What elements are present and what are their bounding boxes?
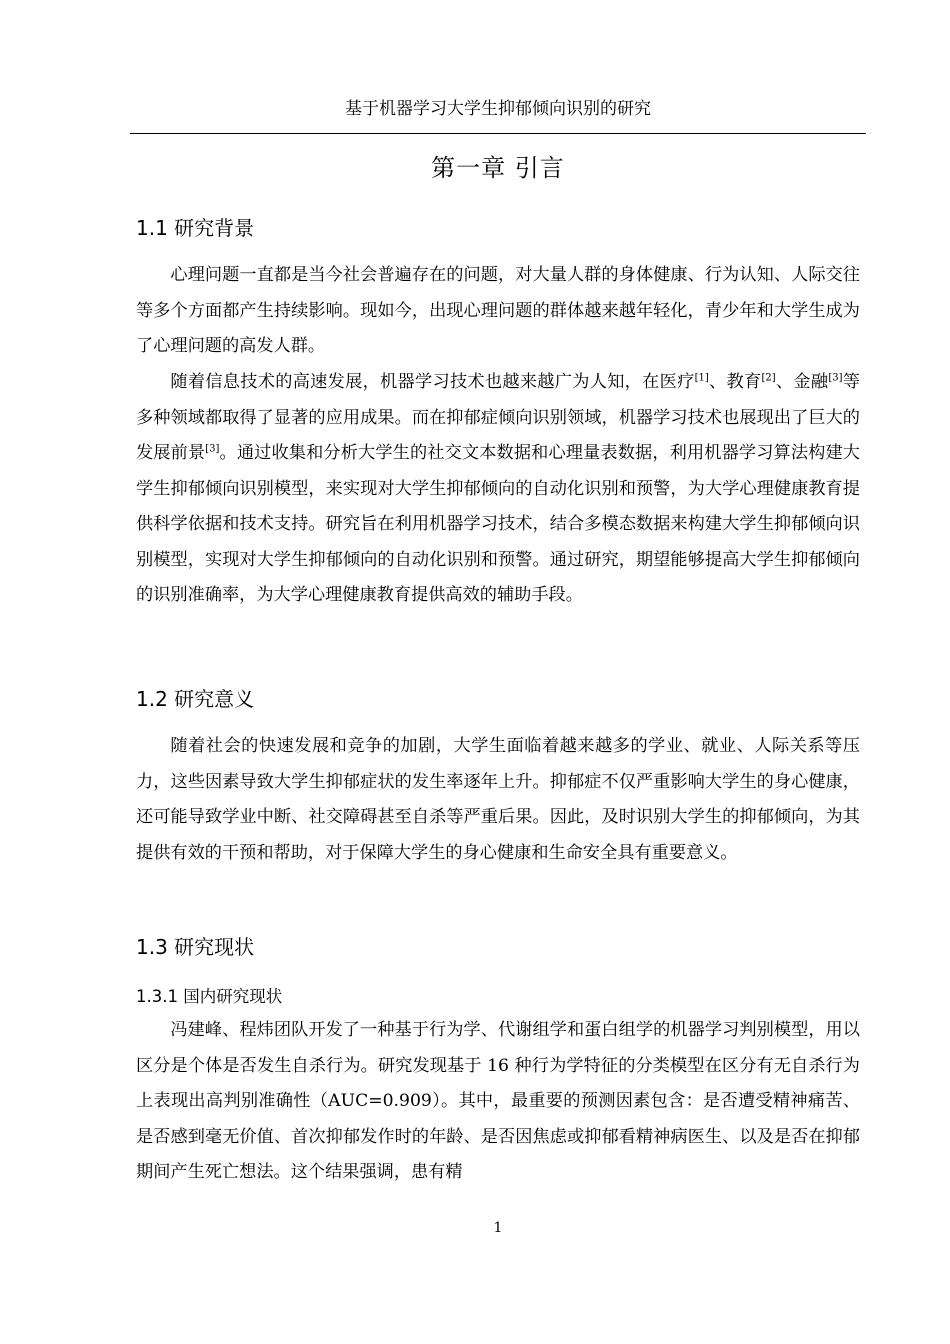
citation-ref: [2]: [761, 372, 776, 384]
citation-ref: [3]: [828, 372, 843, 384]
text-run: 、教育: [708, 372, 762, 392]
text-run: 、金融: [775, 372, 829, 392]
chapter-title: 第一章 引言: [431, 154, 565, 182]
page-number: 1: [493, 1220, 503, 1236]
paragraph-domestic: 冯建峰、程炜团队开发了一种基于行为学、代谢组学和蛋白组学的机器学习判别模型，用以区分是个体是否发生自杀行为。研究发现基于 16 种行为学特征的分类模型在区分有无自杀行为上表现出高判别准确性（AUC=0.909）。其中，最重要的预测因素包含：是否遭受精神痛苦、是否感到毫无价值、首次抑郁发作时的年龄、是否因焦虑或抑郁看精神病医生、以及是否在抑郁期间产生死亡想法。这个结果强调，患有精: [136, 1020, 860, 1182]
running-header: 基于机器学习大学生抑郁倾向识别的研究: [345, 99, 651, 119]
text-run: 。通过收集和分析大学生的社交文本数据和心理量表数据，利用机器学习算法构建大学生抑郁倾向识别模型，来实现对大学生抑郁倾向的自动化识别和预警，为大学心理健康教育提供科学依据和技术支持。研究旨在利用机器学习技术，结合多模态数据来构建大学生抑郁倾向识别模型，实现对大学生抑郁倾向的自动化识别和预警。通过研究，期望能够提高大学生抑郁倾向的识别准确率，为大学心理健康教育提供高效的辅助手段。: [136, 443, 860, 605]
subsection-heading-domestic: 1.3.1 国内研究现状: [136, 987, 283, 1006]
paragraph-significance: 随着社会的快速发展和竞争的加剧，大学生面临着越来越多的学业、就业、人际关系等压力，这些因素导致大学生抑郁症状的发生率逐年上升。抑郁症不仅严重影响大学生的身心健康，还可能导致学业中断、社交障碍甚至自杀等严重后果。因此，及时识别大学生的抑郁倾向，为其提供有效的干预和帮助，对于保障大学生的身心健康和生命安全具有重要意义。: [136, 736, 860, 863]
section-heading-status: 1.3 研究现状: [136, 935, 255, 959]
citation-ref: [3]: [205, 443, 220, 455]
section-heading-background: 1.1 研究背景: [136, 216, 255, 240]
text-run: 等多种领域都取得了显著的应用成果。而在抑郁症倾向识别领域，机器学习技术也展现出了巨大的发展前景: [136, 372, 860, 463]
paragraph-background-2: [136, 365, 860, 614]
header-rule: [130, 133, 866, 134]
section-heading-significance: 1.2 研究意义: [136, 687, 255, 711]
paragraph-background-1: 心理问题一直都是当今社会普遍存在的问题，对大量人群的身体健康、行为认知、人际交往等多个方面都产生持续影响。现如今，出现心理问题的群体越来越年轻化，青少年和大学生成为了心理问题的高发人群。: [136, 265, 860, 356]
text-run: 随着信息技术的高速发展，机器学习技术也越来越广为人知，在医疗: [170, 372, 695, 392]
citation-ref: [1]: [694, 372, 709, 384]
